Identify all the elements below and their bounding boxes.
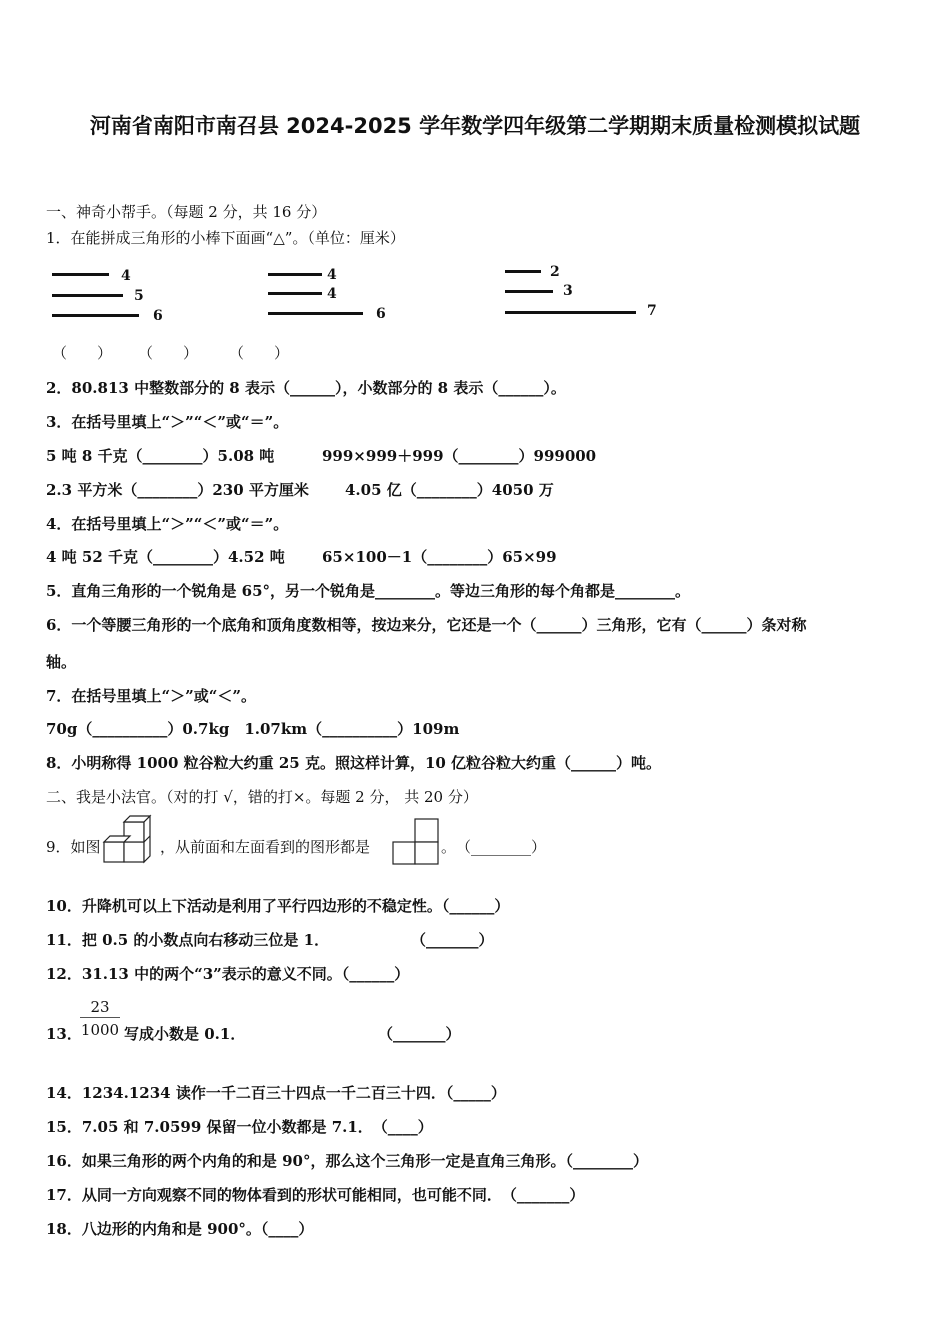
stick-label: 6	[376, 306, 386, 322]
stick	[52, 273, 109, 276]
q10: 10．升降机可以上下活动是利用了平行四边形的不稳定性。（______）	[46, 897, 510, 915]
fraction-numerator: 23	[90, 998, 110, 1016]
q15: 15．7.05 和 7.0599 保留一位小数都是 7.1． （____）	[46, 1118, 433, 1136]
stick	[268, 312, 363, 315]
stick-label: 3	[563, 283, 573, 299]
stick	[52, 294, 123, 297]
q4-b: 65×100－1（________）65×99	[322, 548, 557, 566]
q3-row1a: 5 吨 8 千克（________）5.08 吨	[46, 447, 275, 465]
stick-label: 7	[647, 303, 657, 319]
q1-answer-2[interactable]: （ ）	[138, 344, 199, 362]
stick-label: 4	[121, 268, 131, 284]
stick	[505, 270, 541, 273]
fraction-denominator: 1000	[80, 1017, 120, 1040]
q9-b: ，从前面和左面看到的图形都是	[160, 838, 371, 856]
q4-text: 4．在括号里填上“＞”“＜”或“＝”。	[46, 515, 289, 533]
q1-text: 1．在能拼成三角形的小棒下面画“△”。（单位：厘米）	[46, 229, 405, 247]
stick-label: 6	[153, 308, 163, 324]
page-title: 河南省南阳市南召县 2024-2025 学年数学四年级第二学期期末质量检测模拟试题	[89, 114, 861, 138]
q8: 8．小明称得 1000 粒谷粒大约重 25 克。照这样计算，10 亿粒谷粒大约重（______）吨。	[46, 754, 662, 772]
q5: 5．直角三角形的一个锐角是 65°，另一个锐角是________。等边三角形的每个角都是________。	[46, 582, 691, 600]
q7-row: 70g（__________）0.7kg 1.07km（__________）109m	[46, 720, 460, 738]
stick	[268, 292, 322, 295]
q1-answer-3[interactable]: （ ）	[229, 344, 290, 362]
q11-answer[interactable]: （_______）	[411, 931, 494, 949]
section2-heading: 二、我是小法官。（对的打 √，错的打×。每题 2 分， 共 20 分）	[46, 788, 478, 806]
q3-text: 3．在括号里填上“＞”“＜”或“＝”。	[46, 413, 289, 431]
q4-a: 4 吨 52 千克（________）4.52 吨	[46, 548, 285, 566]
q11: 11．把 0.5 的小数点向右移动三位是 1．	[46, 931, 330, 949]
stick-label: 4	[327, 267, 337, 283]
q16: 16．如果三角形的两个内角的和是 90°，那么这个三角形一定是直角三角形。（________）	[46, 1152, 648, 1170]
stick	[52, 314, 139, 317]
stick	[268, 273, 322, 276]
stick-label: 2	[550, 264, 560, 280]
q6-line2: 轴。	[46, 653, 77, 671]
q3-row1b: 999×999＋999（________）999000	[322, 447, 597, 465]
section1-heading: 一、神奇小帮手。（每题 2 分，共 16 分）	[46, 203, 327, 221]
q13-fraction	[80, 997, 120, 1040]
view-shape-figure	[392, 818, 442, 866]
q3-row2b: 4.05 亿（________）4050 万	[345, 481, 554, 499]
stick-label: 4	[327, 286, 337, 302]
q13-answer[interactable]: （_______）	[378, 1025, 461, 1043]
q9-a: 9．如图	[46, 838, 101, 856]
q3-row2a: 2.3 平方米（________）230 平方厘米	[46, 481, 309, 499]
q13-text: 写成小数是 0.1．	[124, 1025, 246, 1043]
stick	[505, 311, 636, 314]
q17: 17．从同一方向观察不同的物体看到的形状可能相同，也可能不同． （_______）	[46, 1186, 585, 1204]
q6-line1: 6．一个等腰三角形的一个底角和顶角度数相等，按边来分，它还是一个（______）三角形，它有（______）条对称	[46, 616, 807, 634]
q9-c[interactable]: 。 （________）	[441, 838, 547, 856]
q2: 2．80.813 中整数部分的 8 表示（______），小数部分的 8 表示（______）。	[46, 379, 566, 397]
q1-answer-1[interactable]: （ ）	[52, 344, 113, 362]
stick-label: 5	[134, 288, 144, 304]
q18: 18．八边形的内角和是 900°。（____）	[46, 1220, 314, 1238]
q14: 14．1234.1234 读作一千二百三十四点一千二百三十四．（_____）	[46, 1084, 506, 1102]
cube-stack-figure	[102, 808, 160, 866]
q12: 12．31.13 中的两个“3”表示的意义不同。（______）	[46, 965, 410, 983]
stick	[505, 290, 553, 293]
q13-prefix: 13．	[46, 1025, 82, 1043]
q7-text: 7．在括号里填上“＞”或“＜”。	[46, 687, 256, 705]
